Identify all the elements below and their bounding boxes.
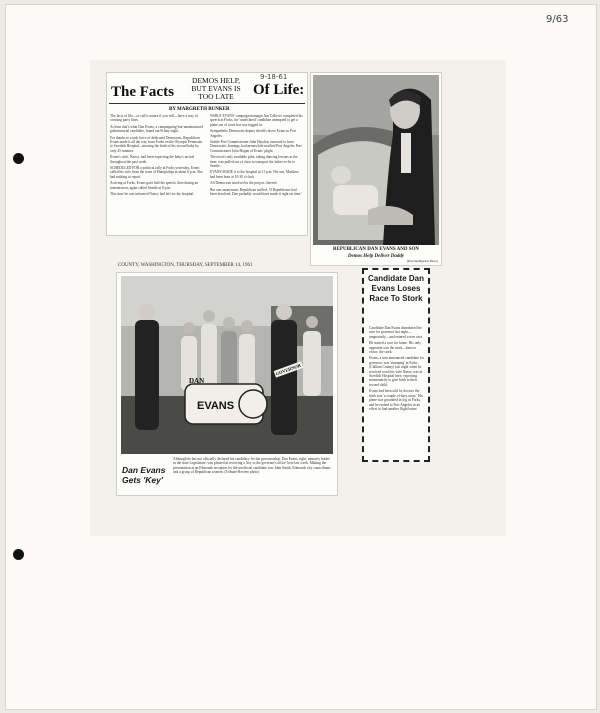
key-caption [173,457,333,475]
sign-dan: DAN [189,377,205,385]
caption-text: Although he has not officially declared his candidacy for the governorship, Dan Evans, right, minority leader in the state Legislature, was pleased at receiving a 'key to the governor's office' here last week. Making the presentation at an Edmonds reception for the unofficial candidate was John Smith, Edmonds city councilman, and a group of Republican women. [173,457,331,475]
photo-credit: (Post-Intelligencer Photo) [406,259,438,263]
sign-evans: EVANS [197,400,235,412]
paragraph: For thanks to a task force of dedicated Democrats, Republican Evans made it all the way from Forks on the Olympic Peninsula to Swedish Hospital—missing the birth of his second baby by only 45 minutes. [110,135,203,153]
paragraph: SCHEDULED FOR a political rally at Forks yesterday, Evans called his wife from the town of Humptulips at about 6 p.m. She had nothing to report. [110,166,203,179]
paragraph: Sympathetic Democrats deputy sheriffs drove Evans to Port Angeles. [210,129,297,138]
paragraph: Evans's wife, Nancy, had been expecting the baby's arrival throughout the past week. [110,155,195,164]
page-number: 9/63 [546,14,569,25]
handwritten-date: 9-18-61 [260,73,288,81]
paragraph: He started a race for home. His only opponent was the stork—known victor, the stork. [369,341,422,355]
caption-credit: (Tribune-Review photo) [224,470,260,475]
paragraph: The town's only available pilot, taking dancing lessons at the time, was pulled out of class to transport the father-to-be to Seattle. [210,155,298,169]
article-column-2 [210,114,304,199]
clipping-facts-of-life [106,72,308,236]
paragraph: All Democrats involved in the project cheered. [210,181,278,186]
photo-subcaption: Demos Help Deliver Daddy [347,254,405,259]
paragraph: At least that's what Dan Evans, a campaigning-but-unannounced gubernatorial candidate, found out Friday night. [110,124,203,134]
binder-hole-top [13,153,24,164]
paragraph: WHILE EVANS' campaign manager Jim Tollover completed his speech at Forks, the 'undeclared' candidate attempted to get a plane out of town but was fogged in. [210,114,303,127]
sign-governor: GOVERNOR [274,362,302,377]
headline-of-life: Of Life: [253,82,305,98]
paragraph: Evans, a sent announced candidate for governor, was 'stumping' in Forks (Clallam County) last night when he received word his wife Nancy was in Swedish Hospital here, expecting momentarily to give birth to their second child. [369,356,425,387]
paragraph: Arriving at Forks, Evans gave half his speech, then during an intermission, again called Seattle at 8 p.m. [110,181,199,190]
byline: BY MARGRETH BUNKER [169,107,230,112]
clipping-loses-race-to-stork [362,268,430,462]
stork-article-body [369,326,425,413]
photo-caption: REPUBLICAN DAN EVANS AND SON [332,247,420,252]
paragraph: EVANS MADE it to the hospital at 11 p.m. His son, Matthew, had been born at 10:30 o'clock. [210,170,300,179]
paragraph: Candidate Dan Evans abandoned the race for governor last night—temporarily—and entered a new race. [369,326,424,339]
headline-subtitle: DEMOS HELP, BUT EVANS IS TOO LATE [191,76,241,101]
photo-evans-and-son-image [313,75,439,245]
paragraph: But one anonymous Republican sniffed: 'If Republicans had been involved, Dan probably would have made it right on time.' [210,187,302,197]
paragraph: Seattle Port Commissioner John Haydon, rumored to have Democratic leanings, had meanwhile notified Port Angeles Port Commissioner John Hogan of Evans' plight. [210,140,302,153]
photo-evans-and-son [313,75,439,245]
clipping-gets-key [116,272,338,496]
headline-loses-race: Candidate Dan Evans Loses Race To Stork [367,274,424,303]
paragraph: This time he was informed Nancy had left for the hospital. [110,192,195,197]
headline-the-facts: The Facts [111,84,174,100]
clipping-evans-and-son [310,72,442,266]
article-column-1 [110,114,204,199]
headline-gets-key: Dan Evans Gets 'Key' [122,465,166,485]
binder-hole-bottom [13,549,24,560]
newspaper-dateline: COUNTY, WASHINGTON, THURSDAY, SEPTEMBER 14, 1961 [118,263,253,268]
rule [109,103,305,104]
paragraph: Evans had been told by doctors the birth was 'a couple of days away.' His plane was grounded in fog in Forks, and he rushed to Port Angeles in an effort to find another flight home. [369,389,423,411]
paragraph: The facts of life—or call it nature if you will—have a way of crossing party lines. [110,114,198,123]
